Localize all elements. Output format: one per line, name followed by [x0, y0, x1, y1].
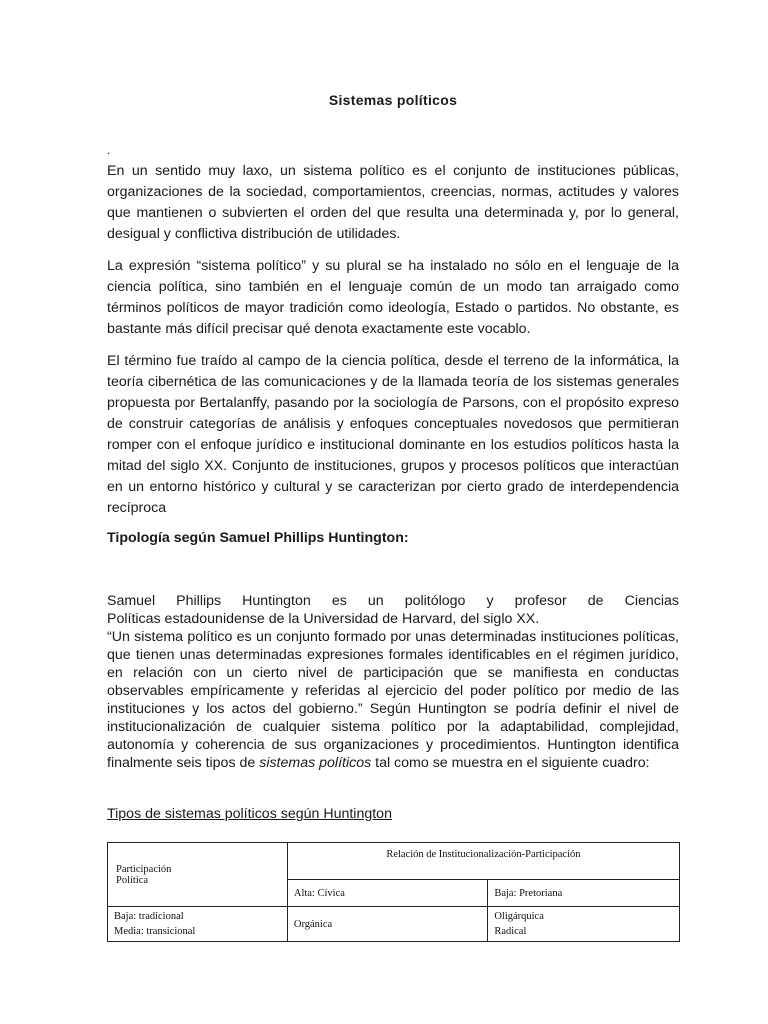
baja-pretoriana-cell — [488, 880, 680, 907]
huntington-quote — [107, 628, 679, 772]
huntington-quote-tail: tal como se muestra en el siguiente cuadro: — [371, 755, 650, 771]
paragraph-3: El término fue traído al campo de la ciencia política, desde el terreno de la informática, la teoría cibernética de las comunicaciones y de la llamada teoría de los sistemas generales propuesta por Bertalanffy, pasando por la sociología de Parsons, con el propósito expreso de construir categorías de análisis y enfoques conceptuales novedosos que permitieran romper con el enfoque jurídico e institucional dominante en los estudios políticos hasta la mitad del siglo XX. Conjunto de instituciones, grupos y procesos políticos que interactúan en un entorno histórico y cultural y se caracterizan por cierto grado de interdependencia recíproca — [107, 353, 679, 516]
leading-mark: . — [107, 143, 111, 157]
huntington-intro-line-2: Políticas estadounidense de la Universidad de Harvard, del siglo XX. — [107, 611, 540, 627]
oligarquica-cell — [488, 907, 680, 942]
organica-cell — [287, 907, 487, 942]
relation-header-cell — [287, 843, 679, 880]
organica-text: Orgánica — [293, 918, 333, 930]
huntington-heading: Tipología según Samuel Phillips Huntington: — [107, 530, 409, 546]
oligarquica-text: Oligárquica Radical — [494, 911, 544, 937]
table-caption: Tipos de sistemas políticos según Huntington — [107, 806, 392, 822]
huntington-intro-line-1: Samuel Phillips Huntington es un politólogo y profesor de Ciencias — [107, 593, 679, 609]
participation-header-cell — [108, 843, 288, 907]
huntington-table — [107, 842, 680, 942]
table-row — [108, 907, 680, 942]
row-label-text: Baja: tradicional Media: transicional — [114, 911, 196, 937]
table-header-row — [108, 843, 680, 880]
page-title: Sistemas políticos — [328, 92, 458, 108]
row-label-cell — [108, 907, 288, 942]
huntington-quote-emphasis: sistemas políticos — [259, 755, 372, 771]
huntington-paragraph — [107, 592, 679, 772]
baja-pretoriana-text: Baja: Pretoriana — [494, 887, 563, 899]
alta-civica-cell — [287, 880, 487, 907]
paragraph-1: En un sentido muy laxo, un sistema político es el conjunto de instituciones públicas, organizaciones de la sociedad, comportamientos, creencias, normas, actitudes y valores que mantienen o subvierten el orden del que resulta una determinada y, por lo general, desigual y conflictiva distribución de utilidades. — [107, 163, 679, 242]
relation-header-text: Relación de Institucionalización-Participación — [386, 849, 581, 860]
huntington-quote-text: “Un sistema político es un conjunto formado por unas determinadas instituciones políticas, que tienen unas determinadas expresiones formales identificables en el régimen jurídico, en relación con un cierto nivel de participación que se manifiesta en conductas observables empíricamente y referidas al ejercicio del poder político por medio de las instituciones y los actos del gobierno.” Según Huntington se podría definir el nivel de institucionalización de cualquier sistema político por la adaptabilidad, complejidad, autonomía y coherencia de sus organizaciones y procedimientos. Huntington identifica finalmente seis tipos de — [107, 629, 679, 771]
alta-civica-text: Alta: Cívica — [293, 887, 345, 899]
paragraph-2: La expresión “sistema político” y su plural se ha instalado no sólo en el lenguaje de la ciencia política, sino también en el lenguaje común de un modo tan arraigado como términos políticos de mayor tradición como ideología, Estado o partidos. No obstante, es bastante más difícil precisar qué denota exactamente este vocablo. — [107, 258, 679, 337]
participation-header-text: Participación Política — [116, 863, 172, 886]
